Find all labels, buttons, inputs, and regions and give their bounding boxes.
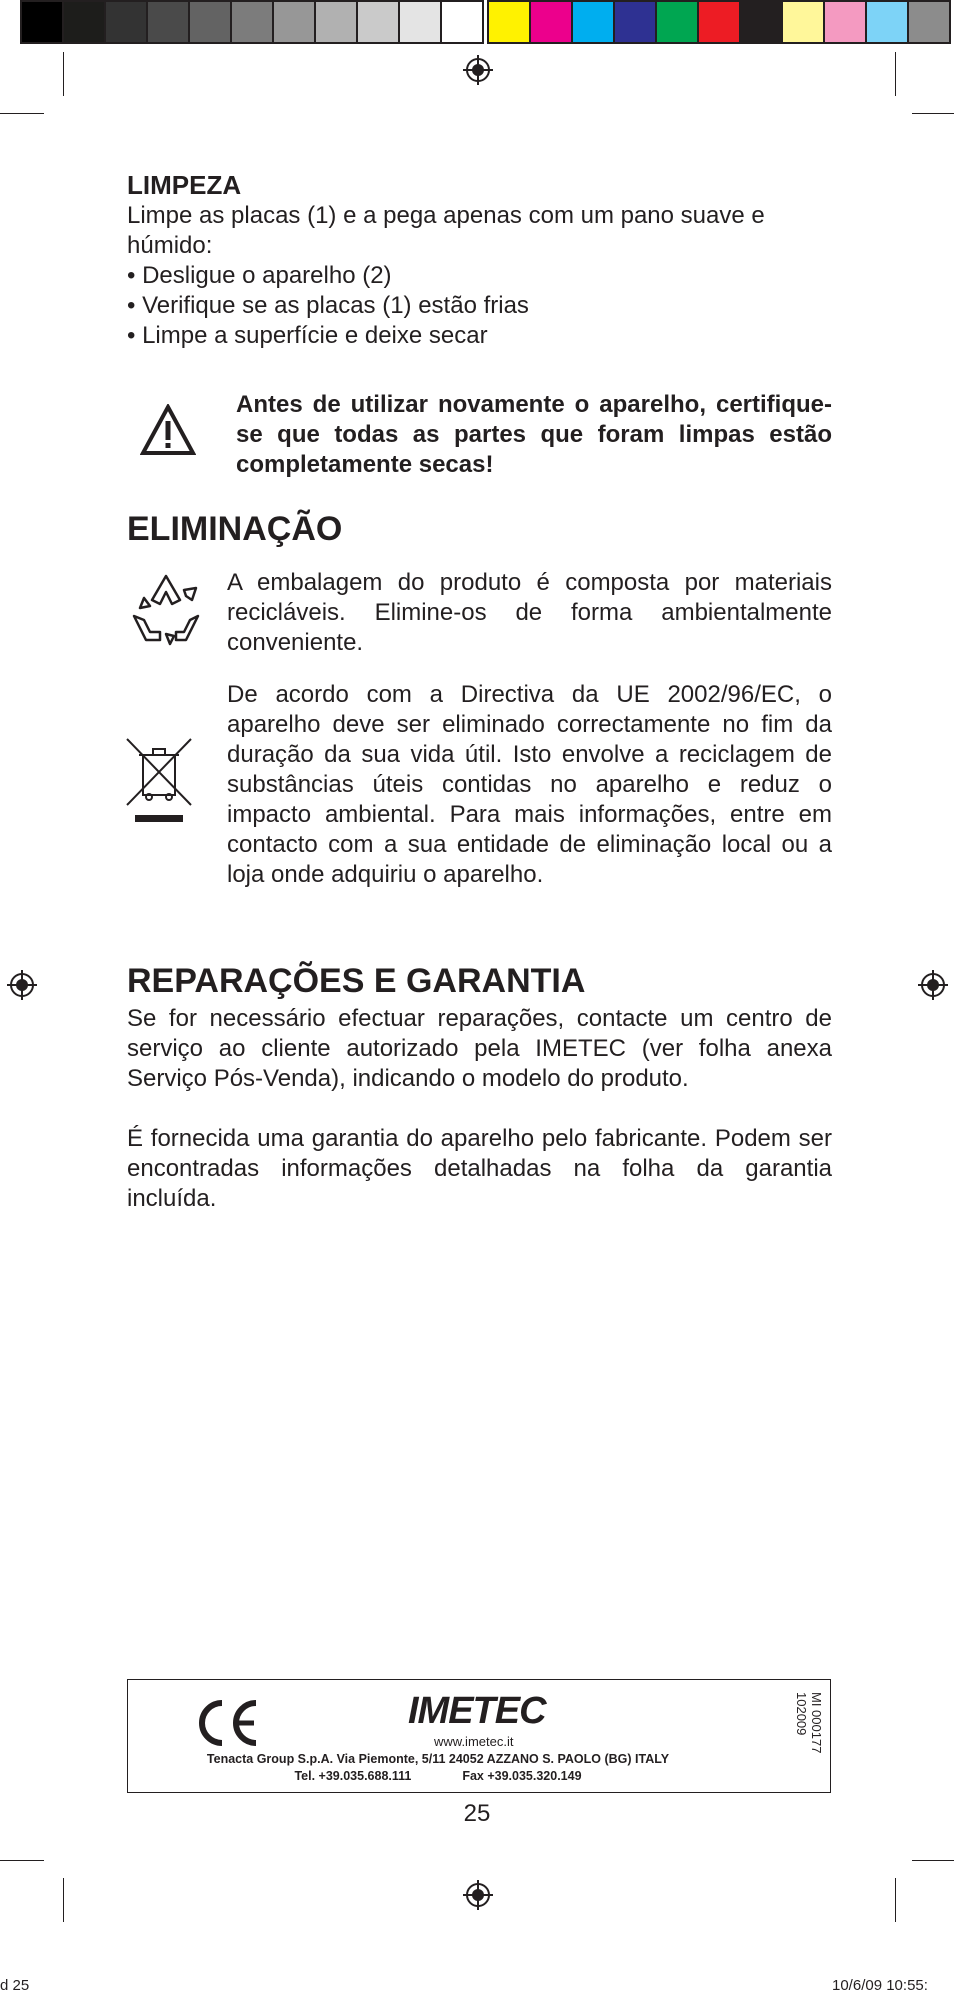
product-code	[794, 1692, 824, 1753]
slug-right: 10/6/09 10:55:	[832, 1977, 928, 1994]
color-swatch	[487, 0, 531, 44]
phone-line	[128, 1769, 748, 1783]
color-swatch	[531, 0, 573, 44]
tel: Tel. +39.035.688.111	[294, 1769, 412, 1783]
crop-mark	[912, 113, 954, 114]
page-number: 25	[463, 1800, 491, 1827]
color-swatch	[358, 0, 400, 44]
packaging-text: A embalagem do produto é composta por materiais recicláveis. Elimine-os de forma ambientalmente conveniente.	[227, 569, 832, 656]
color-swatch	[615, 0, 657, 44]
color-swatch	[232, 0, 274, 44]
color-swatch	[783, 0, 825, 44]
color-swatch	[316, 0, 358, 44]
section-title-eliminacao: ELIMINAÇÃO	[127, 510, 343, 548]
color-swatch	[442, 0, 484, 44]
color-swatch	[741, 0, 783, 44]
color-swatch	[400, 0, 442, 44]
section-title-reparacoes: REPARAÇÕES E GARANTIA	[127, 962, 586, 1000]
limpeza-steps	[127, 261, 832, 351]
fax: Fax +39.035.320.149	[462, 1769, 582, 1783]
crop-mark	[895, 1878, 896, 1922]
recycle-icon	[126, 570, 206, 650]
registration-mark-icon	[463, 1880, 493, 1910]
registration-mark-icon	[463, 55, 493, 85]
color-swatch	[20, 0, 64, 44]
gray-color-bar	[20, 0, 484, 44]
color-swatch	[909, 0, 951, 44]
reparacoes-p1: Se for necessário efectuar reparações, contacte um centro de serviço ao cliente autorizado pela IMETEC (ver folha anexa Serviço Pós-Venda), indicando o modelo do produto.	[127, 1005, 832, 1092]
list-item: • Limpe a superfície e deixe secar	[127, 322, 488, 349]
slug-left: d 25	[0, 1977, 30, 1994]
code-line-2: 102009	[794, 1692, 809, 1736]
weee-text: De acordo com a Directiva da UE 2002/96/EC, o aparelho deve ser eliminado correctamente no fim da duração da sua vida útil. Isto envolve a reciclagem de substâncias úteis contidas no aparelho e reduz o impacto ambiental. Para mais informações, entre em contacto com a sua entidade de eliminação local ou a loja onde adquiriu o aparelho.	[227, 681, 832, 888]
color-swatch	[190, 0, 232, 44]
color-swatch	[64, 0, 106, 44]
reparacoes-p2: É fornecida uma garantia do aparelho pelo fabricante. Podem ser encontradas informações detalhadas na folha da garantia incluída.	[127, 1125, 832, 1212]
code-line-1: MI 000177	[809, 1692, 824, 1754]
crossed-bin-icon	[125, 735, 193, 825]
list-item: • Verifique se as placas (1) estão frias	[127, 292, 529, 319]
crop-mark	[0, 1860, 44, 1861]
crop-mark	[912, 1860, 954, 1861]
process-color-bar	[487, 0, 951, 44]
registration-mark-icon	[7, 970, 37, 1000]
crop-mark	[63, 52, 64, 96]
crop-mark	[0, 113, 44, 114]
color-swatch	[825, 0, 867, 44]
crop-mark	[895, 52, 896, 96]
limpeza-intro: Limpe as placas (1) e a pega apenas com um pano suave e húmido:	[127, 202, 765, 259]
color-swatch	[867, 0, 909, 44]
manufacturer-box	[127, 1679, 831, 1793]
color-swatch	[573, 0, 615, 44]
section-title-limpeza: LIMPEZA	[127, 170, 242, 200]
website: www.imetec.it	[434, 1734, 514, 1749]
color-swatch	[106, 0, 148, 44]
color-swatch	[148, 0, 190, 44]
crop-mark	[63, 1878, 64, 1922]
color-swatch	[274, 0, 316, 44]
ce-mark-icon	[194, 1698, 262, 1748]
color-swatch	[657, 0, 699, 44]
brand-logo: IMETEC	[408, 1690, 546, 1732]
warning-triangle-icon	[140, 404, 196, 456]
address: Tenacta Group S.p.A. Via Piemonte, 5/11 24052 AZZANO S. PAOLO (BG) ITALY	[206, 1752, 670, 1766]
color-swatch	[699, 0, 741, 44]
list-item: • Desligue o aparelho (2)	[127, 262, 392, 289]
registration-mark-icon	[918, 970, 948, 1000]
warning-text: Antes de utilizar novamente o aparelho, certifique-se que todas as partes que foram limpas estão completamente secas!	[236, 391, 832, 478]
